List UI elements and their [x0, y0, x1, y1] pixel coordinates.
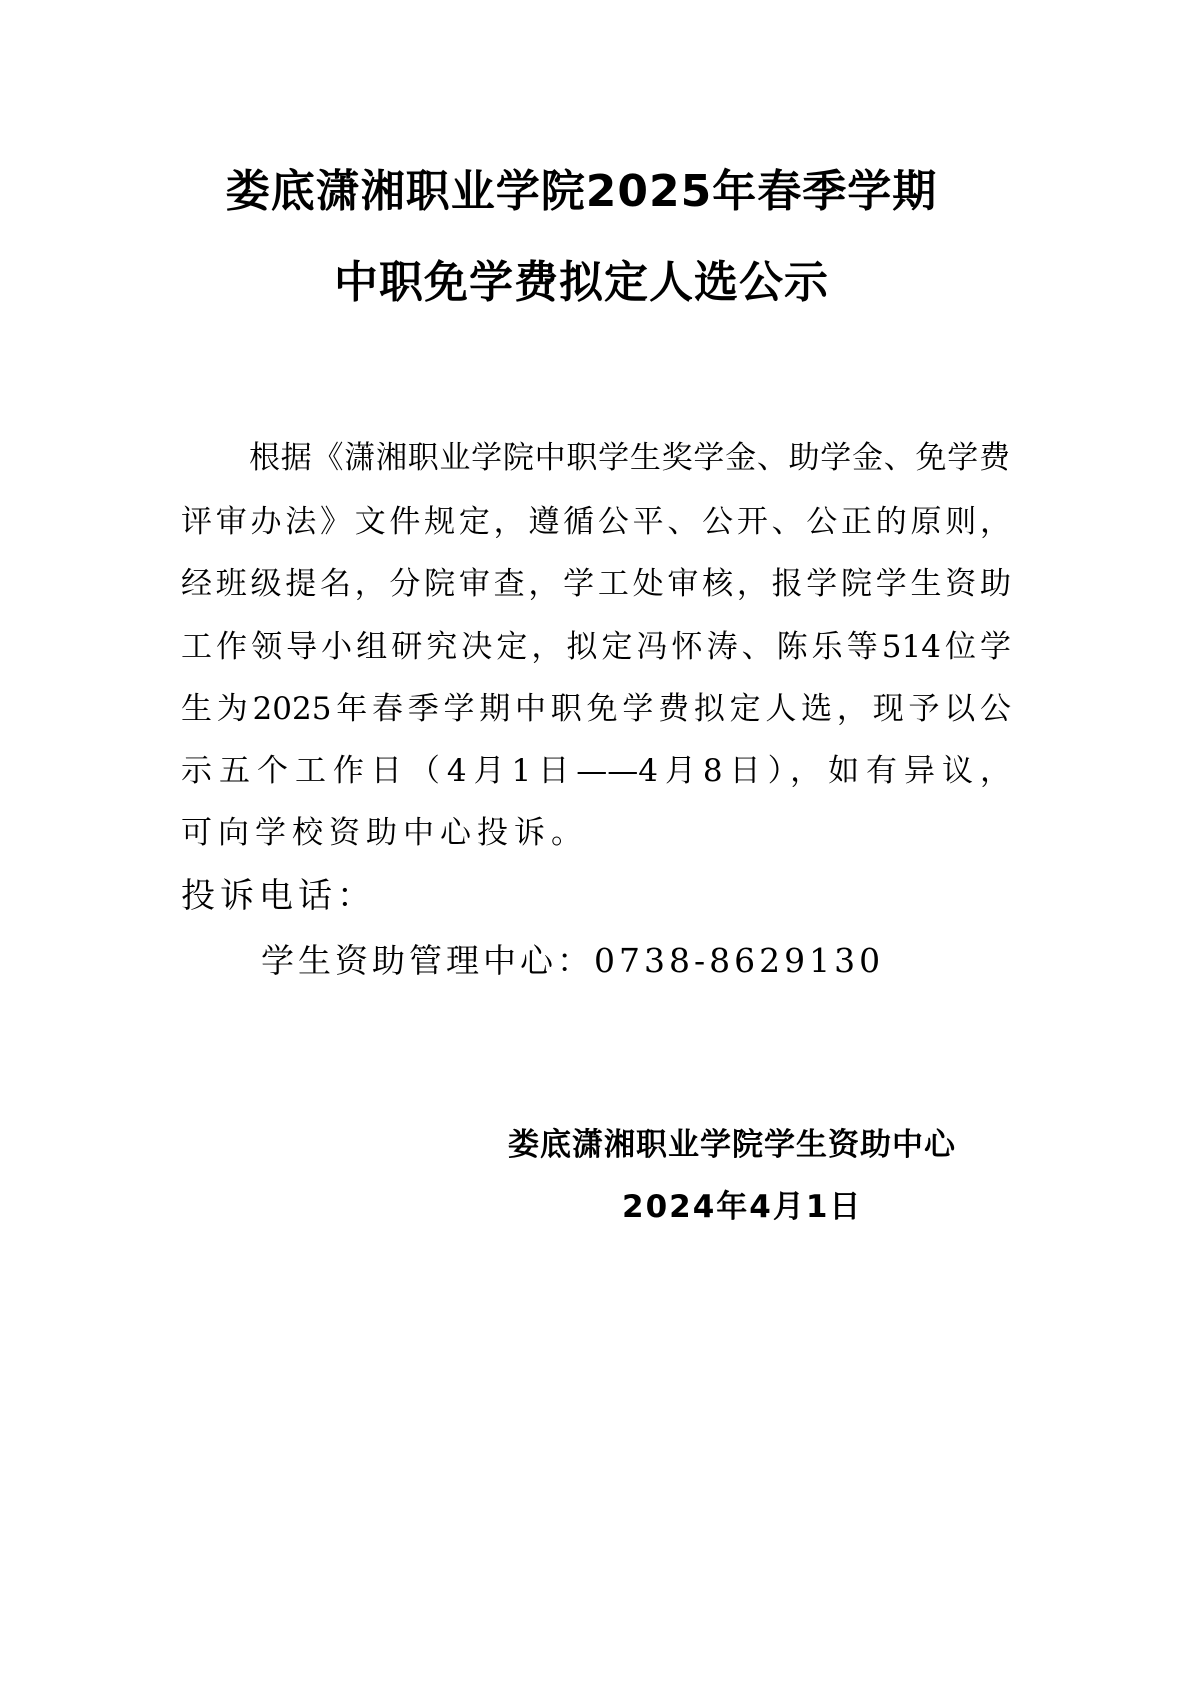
- hotline-number: 学生资助管理中心：0738-8629130: [261, 941, 885, 980]
- body-line-7: 可向学校资助中心投诉。: [181, 815, 588, 851]
- complaint-phone-label: 投诉电话：: [181, 876, 376, 916]
- body-line-5: 生为2025年春季学期中职免学费拟定人选，现予以公: [181, 691, 1011, 727]
- body-line-6: 示五个工作日（4月1日——4月8日），如有异议，: [181, 753, 1011, 789]
- body-line-2: 评审办法》文件规定，遵循公平、公开、公正的原则，: [181, 504, 1011, 540]
- notice-title-line-2: 中职免学费拟定人选公示: [334, 257, 829, 308]
- body-line-1: 根据《潇湘职业学院中职学生奖学金、助学金、免学费: [249, 440, 1010, 476]
- body-line-4: 工作领导小组研究决定，拟定冯怀涛、陈乐等514位学: [181, 629, 1011, 665]
- notice-title-line-1: 娄底潇湘职业学院2025年春季学期: [225, 166, 938, 217]
- issue-date: 2024年4月1日: [622, 1189, 863, 1225]
- body-line-3: 经班级提名，分院审查，学工处审核，报学院学生资助: [181, 566, 1011, 602]
- issuer-signature: 娄底潇湘职业学院学生资助中心: [508, 1127, 956, 1163]
